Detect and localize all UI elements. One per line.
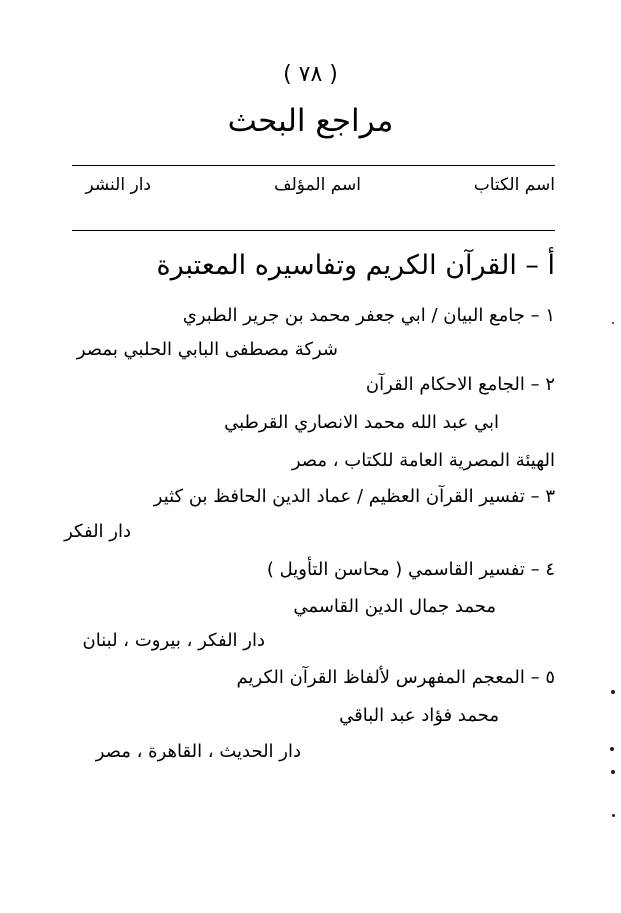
scan-speck	[612, 322, 614, 324]
scan-speck	[610, 747, 614, 751]
column-header-publisher: دار النشر	[85, 175, 151, 195]
column-header-book: اسم الكتاب	[473, 175, 555, 195]
entry-1-title-author: ١ – جامع البيان / ابي جعفر محمد بن جرير الطبري	[182, 305, 555, 326]
header-bottom-rule	[72, 230, 555, 231]
entry-5-publisher: دار الحديث ، القاهرة ، مصر	[95, 741, 301, 762]
entry-2-publisher: الهيئة المصرية العامة للكتاب ، مصر	[291, 450, 555, 471]
entry-5-author: محمد فؤاد عبد الباقي	[339, 705, 499, 726]
page-title: مراجع البحث	[227, 103, 394, 139]
header-top-rule	[72, 165, 555, 166]
entry-4-publisher: دار الفكر ، بيروت ، لبنان	[82, 630, 265, 651]
entry-4-title: ٤ – تفسير القاسمي ( محاسن التأويل )	[266, 559, 555, 580]
column-header-author: اسم المؤلف	[274, 175, 361, 195]
entry-3-publisher: دار الفكر	[64, 521, 131, 542]
entry-5-title: ٥ – المعجم المفهرس لألفاظ القرآن الكريم	[236, 667, 555, 688]
entry-3-title-author: ٣ – تفسير القرآن العظيم / عماد الدين الحافظ بن كثير	[153, 486, 555, 507]
entry-4-author: محمد جمال الدين القاسمي	[293, 596, 496, 617]
page-number: ( ٧٨ )	[283, 62, 338, 87]
scan-speck	[612, 814, 615, 817]
scan-speck	[611, 690, 615, 694]
entry-2-author: ابي عبد الله محمد الانصاري القرطبي	[224, 412, 499, 433]
entry-2-title: ٢ – الجامع الاحكام القرآن	[365, 374, 555, 395]
entry-1-publisher: شركة مصطفى البابي الحلبي بمصر	[76, 339, 338, 360]
scan-speck	[611, 770, 615, 774]
section-heading: أ – القرآن الكريم وتفاسيره المعتبرة	[156, 250, 555, 281]
